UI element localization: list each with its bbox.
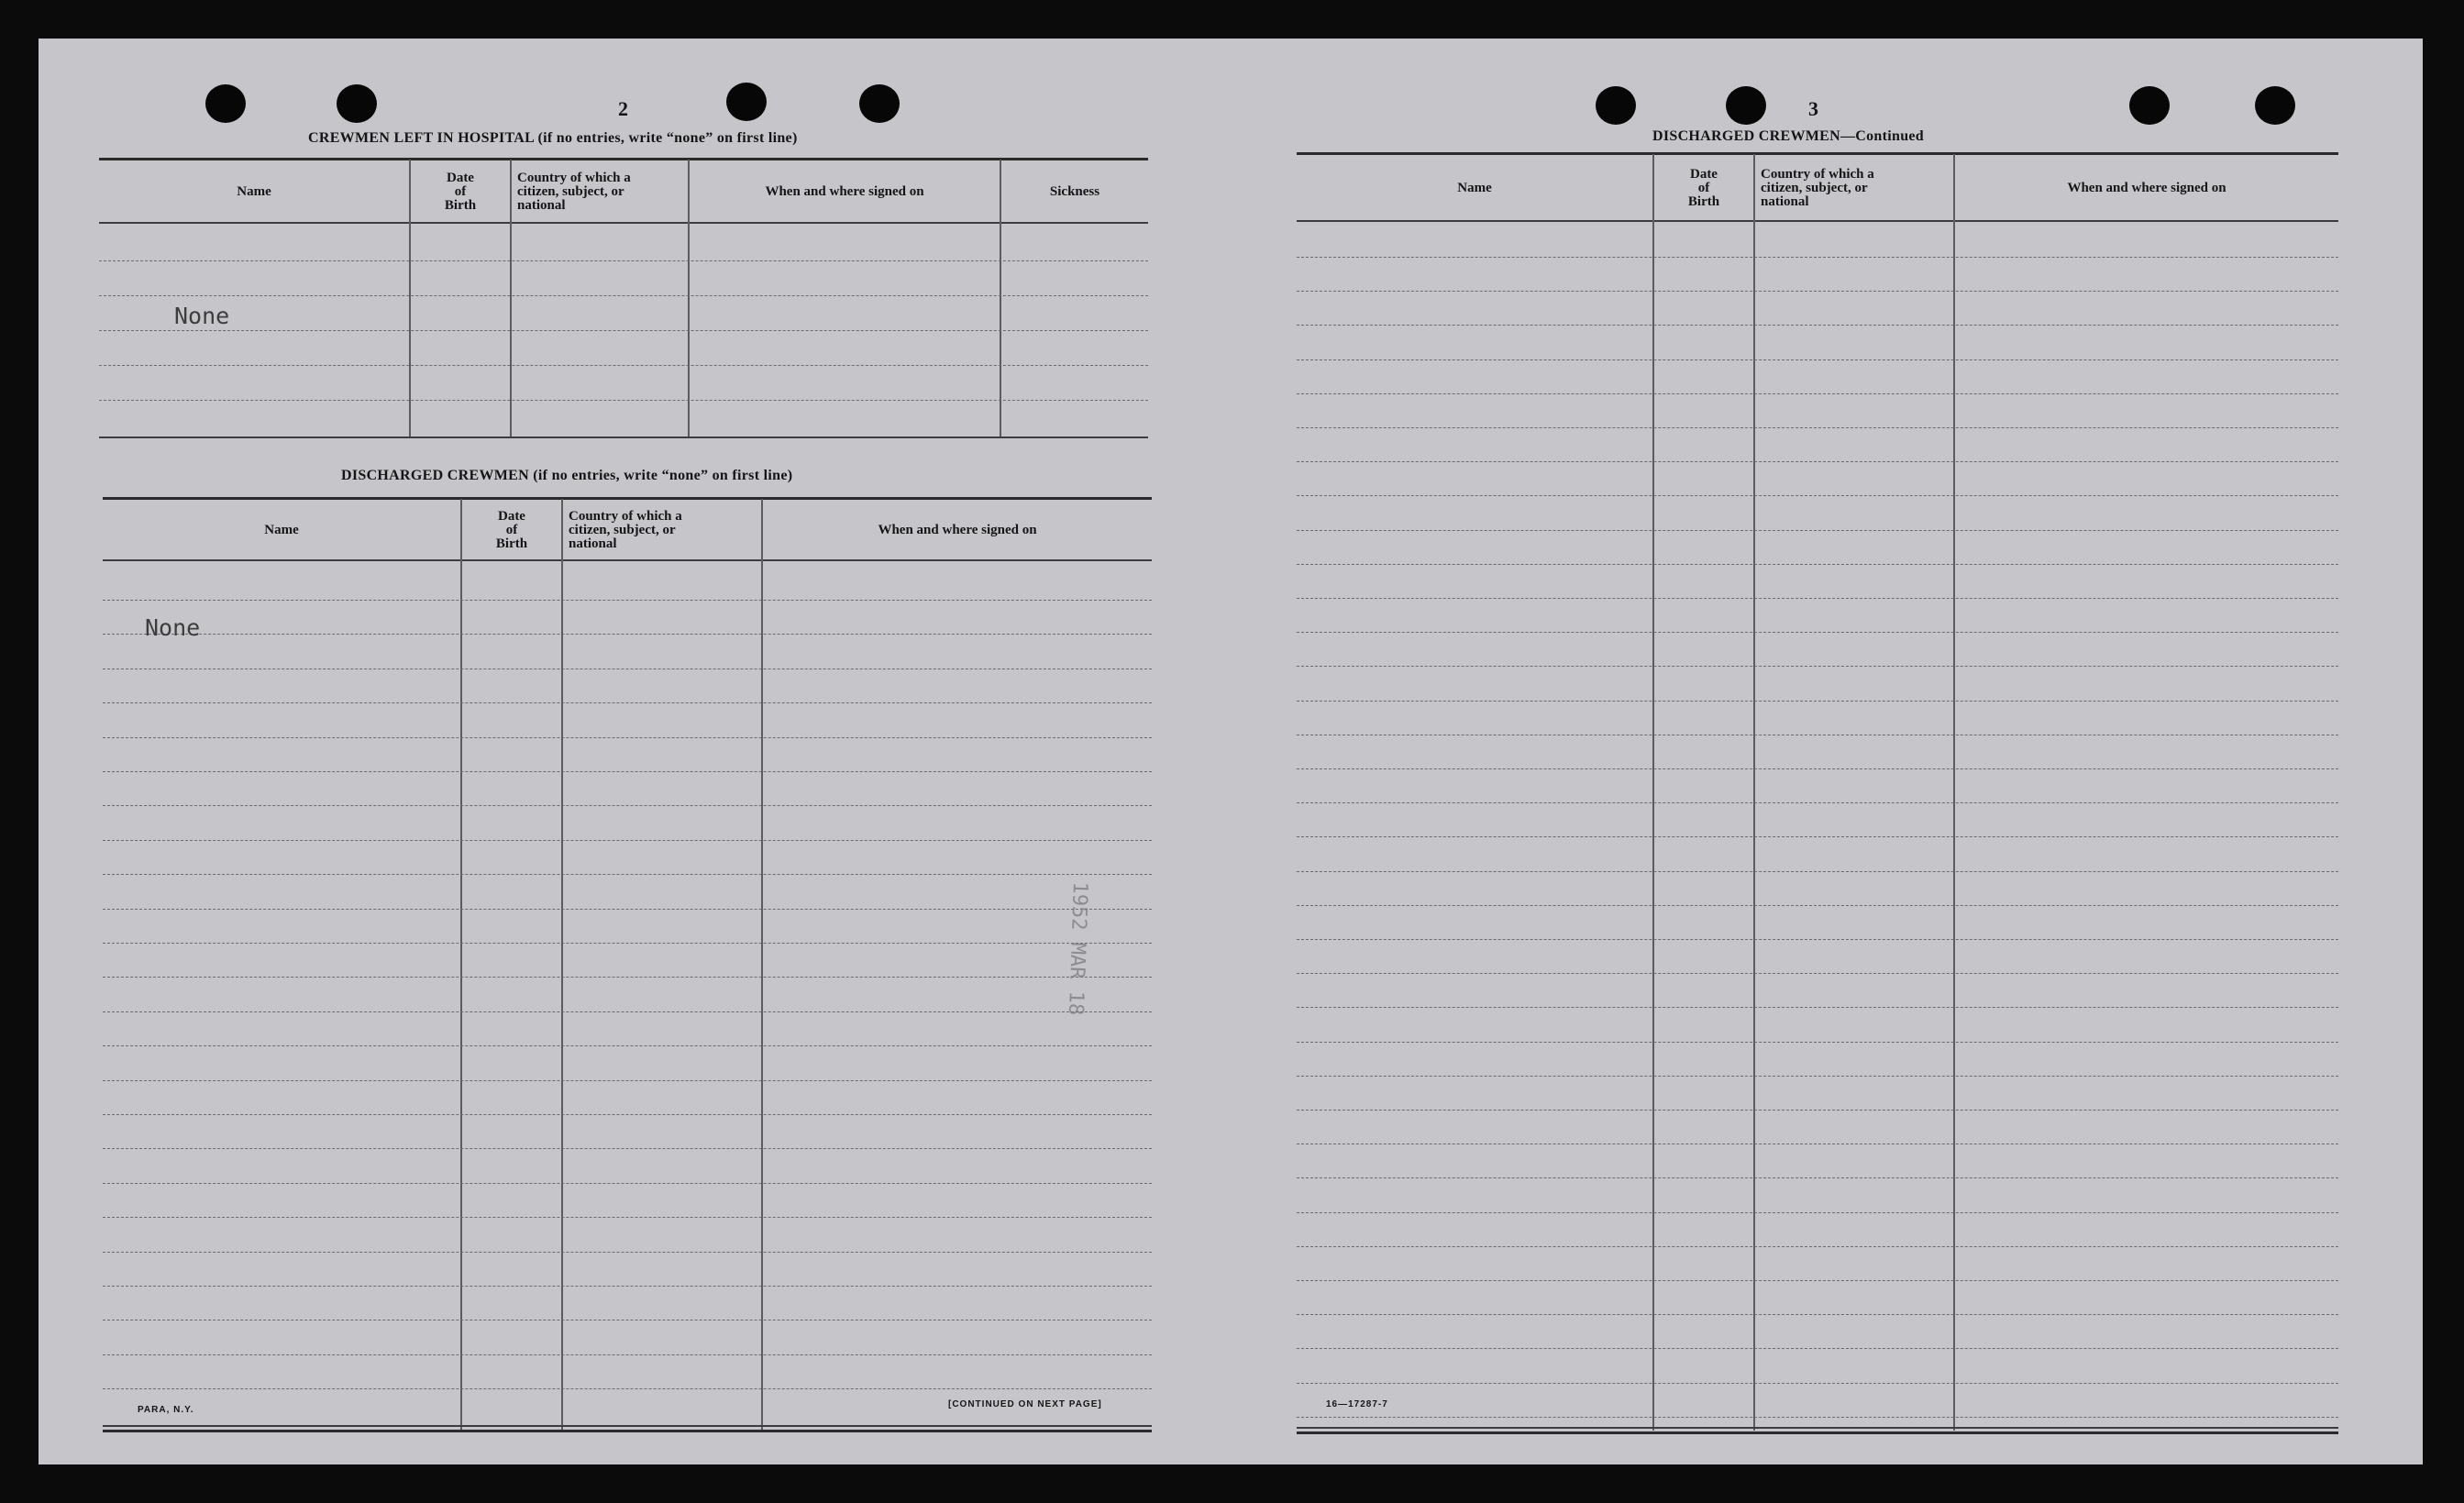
entry-line (103, 1183, 1152, 1184)
entry-line (1297, 325, 2338, 326)
entry-line (1297, 1348, 2338, 1349)
entry-line (103, 840, 1152, 841)
discharged-table (103, 497, 1152, 1437)
punch-hole-icon (2129, 86, 2170, 125)
entry-line (103, 702, 1152, 703)
entry-line (103, 943, 1152, 944)
entry-line (1297, 701, 2338, 702)
form-sheet (39, 39, 2423, 1464)
column-header-date-of-birth: Date of Birth (1687, 166, 1720, 209)
entry-line (1297, 427, 2338, 428)
entry-line (1297, 1177, 2338, 1178)
entry-line (1297, 461, 2338, 462)
hospital-table (99, 158, 1148, 481)
entry-line (103, 1252, 1152, 1253)
punch-hole-icon (2255, 86, 2295, 125)
entry-line (1297, 291, 2338, 292)
entry-line (103, 874, 1152, 875)
punch-hole-icon (859, 84, 900, 123)
entry-line (1297, 393, 2338, 394)
entry-line (99, 400, 1148, 401)
entry-line (1297, 1280, 2338, 1281)
entry-line (103, 1286, 1152, 1287)
entry-line (103, 1217, 1152, 1218)
column-header-name: Name (264, 522, 299, 537)
entry-line (103, 1148, 1152, 1149)
entry-line (1297, 666, 2338, 667)
entry-line (103, 1320, 1152, 1321)
entry-line (1297, 973, 2338, 974)
entry-line (1297, 1110, 2338, 1111)
column-header-signed-on: When and where signed on (765, 183, 924, 199)
form-number: 16—17287-7 (1326, 1399, 1388, 1409)
faded-stamp: 1952 MAR 18 (1063, 881, 1091, 1016)
entry-line (1297, 257, 2338, 258)
section-title-hospital: CREWMEN LEFT IN HOSPITAL (if no entries, write “none” on first line) (308, 130, 798, 146)
entry-line (1297, 359, 2338, 360)
entry-line (99, 365, 1148, 366)
entry-line (1297, 836, 2338, 837)
entry-line (103, 1388, 1152, 1389)
column-header-country: Country of which a citizen, subject, or national (569, 508, 682, 551)
entry-line (99, 260, 1148, 261)
page-number: 3 (1808, 97, 1818, 120)
section-title-discharged-continued: DISCHARGED CREWMEN—Continued (1652, 128, 1924, 144)
entry-line (99, 295, 1148, 296)
entry-line (103, 977, 1152, 978)
entry-line (103, 771, 1152, 772)
entry-line (1297, 495, 2338, 496)
entry-line (1297, 564, 2338, 565)
entry-line (1297, 1314, 2338, 1315)
entry-line (103, 805, 1152, 806)
entry-line (1297, 1212, 2338, 1213)
entry-line (103, 1011, 1152, 1012)
entry-line (103, 1080, 1152, 1081)
entry-line (1297, 1246, 2338, 1247)
punch-hole-icon (205, 84, 246, 123)
entry-line (103, 1045, 1152, 1046)
typed-entry: None (145, 614, 201, 641)
discharged-continued-table (1297, 152, 2338, 1436)
entry-line (103, 1114, 1152, 1115)
column-header-signed-on: When and where signed on (878, 522, 1037, 537)
column-header-date-of-birth: Date of Birth (495, 508, 528, 551)
section-title-discharged: DISCHARGED CREWMEN (if no entries, write “none” on first line) (341, 468, 793, 483)
entry-line (1297, 905, 2338, 906)
column-header-date-of-birth: Date of Birth (444, 170, 477, 213)
entry-line (99, 330, 1148, 331)
entry-line (1297, 530, 2338, 531)
entry-line (1297, 871, 2338, 872)
column-header-country: Country of which a citizen, subject, or national (1761, 166, 1874, 209)
entry-line (1297, 1076, 2338, 1077)
entry-line (103, 909, 1152, 910)
column-header-name: Name (1457, 180, 1492, 195)
column-header-sickness: Sickness (1049, 183, 1100, 199)
entry-line (1297, 939, 2338, 940)
entry-line (103, 1354, 1152, 1355)
entry-line (103, 737, 1152, 738)
typed-entry: None (174, 303, 230, 329)
entry-line (1297, 1417, 2338, 1418)
entry-line (103, 634, 1152, 635)
column-header-signed-on: When and where signed on (2067, 180, 2226, 195)
continued-note: [CONTINUED ON NEXT PAGE] (948, 1399, 1102, 1409)
punch-hole-icon (337, 84, 377, 123)
entry-line (103, 600, 1152, 601)
column-header-country: Country of which a citizen, subject, or national (517, 170, 631, 213)
printer-mark: PARA, N.Y. (138, 1405, 194, 1415)
entry-line (1297, 632, 2338, 633)
entry-line (1297, 1007, 2338, 1008)
entry-line (1297, 802, 2338, 803)
punch-hole-icon (1726, 86, 1766, 125)
punch-hole-icon (1596, 86, 1636, 125)
entry-line (1297, 1383, 2338, 1384)
entry-line (1297, 768, 2338, 769)
entry-line (1297, 598, 2338, 599)
page-number: 2 (618, 97, 628, 120)
punch-hole-icon (726, 83, 767, 121)
column-header-name: Name (237, 183, 271, 199)
entry-line (1297, 1042, 2338, 1043)
